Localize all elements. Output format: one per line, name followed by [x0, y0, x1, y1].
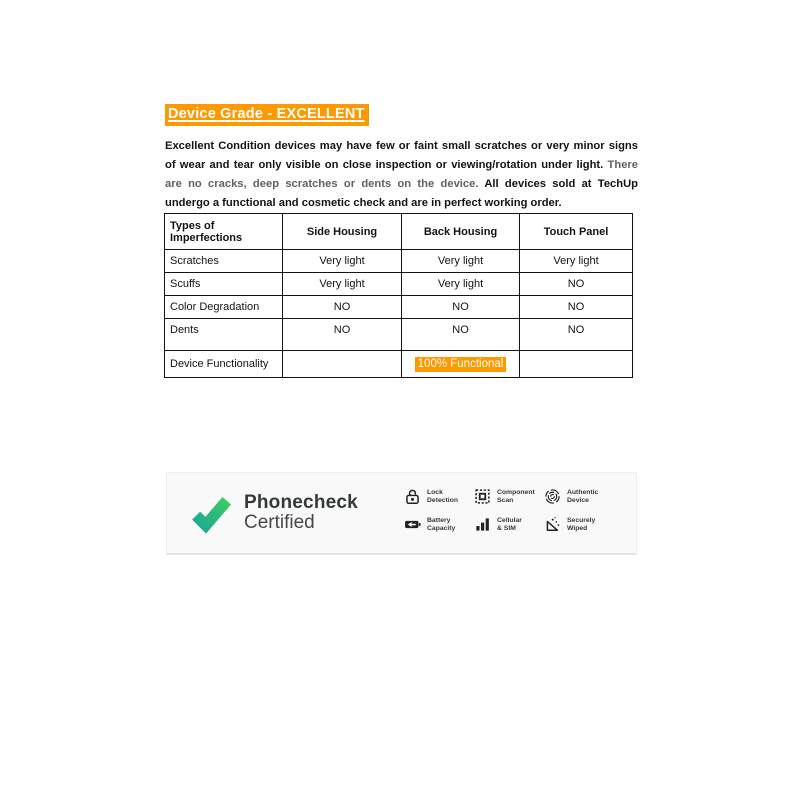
table-cell: NO — [283, 296, 402, 319]
table-cell: NO — [520, 273, 633, 296]
phonecheck-certified-badge — [166, 472, 637, 555]
feature-battery-capacity — [404, 515, 474, 534]
certification-features — [404, 487, 614, 534]
feature-label: Securely Wiped — [567, 516, 596, 532]
phonecheck-logo — [189, 492, 358, 534]
description-part2: There are no cracks, deep scratches or dents on the device. — [165, 159, 639, 190]
imperfections-table — [164, 213, 633, 378]
functionality-highlight: 100% Functional — [415, 357, 507, 372]
table-row-dents — [165, 319, 633, 351]
table-row-functionality — [165, 351, 633, 378]
table-row-color-degradation — [165, 296, 633, 319]
feature-label: Battery Capacity — [427, 516, 456, 532]
battery-icon — [404, 516, 421, 533]
table-header-row — [165, 214, 633, 250]
feature-label: Authentic Device — [567, 488, 599, 504]
column-header-types: Types of Imperfections — [165, 214, 283, 250]
checkmark-icon — [189, 492, 233, 534]
table-cell-empty — [520, 351, 633, 378]
feature-authentic-device — [544, 487, 614, 506]
table-cell: NO — [520, 319, 633, 351]
row-label: Scratches — [165, 250, 283, 273]
table-cell: Very light — [283, 273, 402, 296]
description-part3: All devices sold at TechUp undergo a functional and cosmetic check and are in perfect working order. — [165, 178, 639, 209]
table-cell-empty — [283, 351, 402, 378]
column-header-touch-panel: Touch Panel — [520, 214, 633, 250]
fingerprint-icon — [544, 488, 561, 505]
table-cell — [402, 351, 520, 378]
signal-bars-icon — [474, 516, 491, 533]
feature-component-scan — [474, 487, 544, 506]
phonecheck-wordmark — [244, 493, 358, 533]
lock-icon — [404, 488, 421, 505]
page-title-highlight: Device Grade - EXCELLENT — [165, 104, 369, 126]
row-label: Color Degradation — [165, 296, 283, 319]
row-label: Scuffs — [165, 273, 283, 296]
table-cell: NO — [402, 296, 520, 319]
column-header-back-housing: Back Housing — [402, 214, 520, 250]
feature-lock-detection — [404, 487, 474, 506]
component-scan-icon — [474, 488, 491, 505]
feature-label: Component Scan — [497, 488, 535, 504]
brand-subtitle: Certified — [244, 512, 315, 533]
wipe-icon — [544, 516, 561, 533]
brand-name: Phonecheck — [244, 492, 358, 513]
table-cell: NO — [283, 319, 402, 351]
row-label: Dents — [165, 319, 283, 351]
feature-label: Cellular & SIM — [497, 516, 522, 532]
column-header-side-housing: Side Housing — [283, 214, 402, 250]
feature-label: Lock Detection — [427, 488, 458, 504]
table-cell: Very light — [402, 250, 520, 273]
table-cell: Very light — [283, 250, 402, 273]
description-part1: Excellent Condition devices may have few or faint small scratches or very minor signs of wear and tear only visible on close inspection or viewing/rotation under light. — [165, 140, 638, 171]
table-cell: Very light — [402, 273, 520, 296]
feature-securely-wiped — [544, 515, 614, 534]
table-row-scuffs — [165, 273, 633, 296]
table-row-scratches — [165, 250, 633, 273]
page-title — [165, 104, 369, 126]
row-label: Device Functionality — [165, 351, 283, 378]
description-paragraph — [165, 137, 638, 213]
feature-cellular-sim — [474, 515, 544, 534]
table-cell: NO — [520, 296, 633, 319]
table-cell: Very light — [520, 250, 633, 273]
table-cell: NO — [402, 319, 520, 351]
